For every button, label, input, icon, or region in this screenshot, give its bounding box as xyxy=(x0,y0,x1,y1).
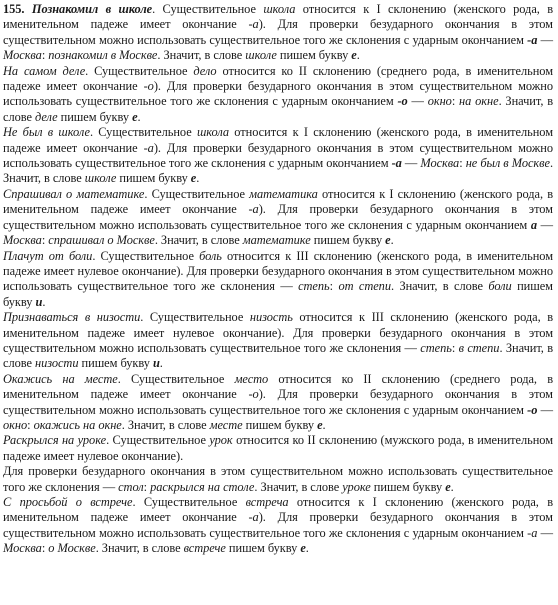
text-segment: : xyxy=(459,156,466,171)
text-segment: познакомил в Москве xyxy=(48,48,158,63)
text-segment: ). Для проверки безударного окончания в этом существительном можно использовать существительное того же склонения с ударным окончанием xyxy=(3,79,554,109)
text-segment: е xyxy=(351,48,357,63)
paragraph-heading: Не был в школе xyxy=(3,125,90,140)
paragraph-heading: Спрашивал о математике xyxy=(3,186,145,201)
text-segment: относится к III склонению (женского рода, в именительном падеже имеет нулевое окончание). Для проверки безударного окончания в этом существительном можно использовать существительное того же склонения — xyxy=(3,310,554,355)
text-segment: . Существительное xyxy=(85,63,194,78)
text-segment: Москва xyxy=(3,48,42,63)
text-segment: и xyxy=(152,356,160,371)
text-segment: . xyxy=(137,109,141,124)
text-segment: степь xyxy=(298,279,330,294)
text-segment: ). Для проверки безударного окончания в этом существительном можно использовать существительное того же склонения с ударным окончанием xyxy=(3,387,553,417)
text-segment: низости xyxy=(34,356,79,371)
text-segment: е xyxy=(445,479,451,494)
text-segment: окно xyxy=(3,417,28,432)
text-segment: школа xyxy=(196,125,230,140)
text-segment: Москва xyxy=(3,541,42,556)
text-segment: -о xyxy=(143,79,154,94)
text-segment: степь xyxy=(420,340,452,355)
text-segment: -о xyxy=(527,402,538,417)
text-segment: окно xyxy=(427,94,452,109)
text-segment: е xyxy=(385,233,391,248)
text-segment: о Москве xyxy=(48,541,96,556)
paragraph xyxy=(3,372,553,434)
text-segment: . xyxy=(305,541,309,556)
text-segment: пишем букву xyxy=(276,48,352,63)
text-segment: встреча xyxy=(245,495,289,509)
text-segment: уроке xyxy=(342,479,371,494)
text-segment: . Существительное xyxy=(106,433,210,448)
paragraph-heading: Раскрылся на уроке xyxy=(3,433,107,448)
text-segment: : xyxy=(41,233,49,248)
text-segment: : xyxy=(451,94,460,109)
text-segment: математика xyxy=(249,186,318,201)
text-segment: е xyxy=(190,171,197,186)
text-segment: стол xyxy=(118,479,144,494)
paragraph xyxy=(3,125,553,187)
text-segment: пишем букву xyxy=(3,279,553,309)
text-segment: . Значит, в слове xyxy=(390,279,489,294)
text-segment: . Существительное xyxy=(152,2,264,16)
text-segment: . xyxy=(450,479,454,494)
text-segment: -о xyxy=(248,387,259,402)
text-segment: . Значит, в слове xyxy=(3,94,553,124)
text-segment: место xyxy=(234,371,269,386)
text-segment: ). Для проверки безударного окончания в этом существительном можно использовать существительное того же склонения с ударным окончанием xyxy=(3,202,553,232)
text-segment: относится ко II склонению (среднего рода, в именительном падеже имеет окончание xyxy=(3,371,553,402)
text-segment: . Существительное xyxy=(144,186,250,201)
text-segment: — xyxy=(407,94,428,109)
text-segment: е xyxy=(132,109,138,124)
text-segment: пишем букву xyxy=(225,541,301,556)
text-segment: пишем букву xyxy=(78,356,153,371)
text-segment: школе xyxy=(245,48,277,63)
text-segment: ). Для проверки безударного окончания в этом существительном можно использовать существительное того же склонения с ударным окончанием xyxy=(3,17,553,47)
paragraph xyxy=(3,464,553,495)
text-segment: . Значит, в слове xyxy=(3,340,553,371)
text-segment: дело xyxy=(193,63,217,78)
text-segment: раскрылся на столе xyxy=(150,479,255,494)
text-segment: -а xyxy=(248,510,259,525)
text-segment: : xyxy=(143,479,151,494)
paragraph-heading: Признаваться в низости xyxy=(3,310,141,325)
paragraph-heading: Окажись на месте xyxy=(3,371,118,386)
text-segment: -о xyxy=(397,94,408,109)
text-segment: на окне xyxy=(459,94,499,109)
exercise-number: 155. xyxy=(3,2,25,16)
text-segment: . xyxy=(42,294,46,309)
text-segment: относится ко II склонению (мужского рода, в именительном падеже имеет нулевое окончание). xyxy=(3,433,554,463)
text-segment: а xyxy=(530,217,538,232)
text-segment: -а xyxy=(527,525,538,540)
text-segment: от степи xyxy=(338,279,391,294)
text-segment: месте xyxy=(209,417,243,432)
text-segment: относится к I склонению (женского рода, в именительном падеже имеет окончание xyxy=(3,2,553,32)
text-segment: пишем букву xyxy=(57,109,133,124)
text-segment: : xyxy=(329,279,339,294)
text-segment: -а xyxy=(143,140,154,155)
paragraph xyxy=(3,187,553,249)
text-segment: е xyxy=(317,417,323,432)
text-segment: е xyxy=(300,541,306,556)
text-segment: окажись на окне xyxy=(33,417,122,432)
text-segment: . Существительное xyxy=(89,125,197,140)
text-segment: ). Для проверки безударного окончания в этом существительном можно использовать существительное того же склонения с ударным окончанием xyxy=(3,140,554,171)
text-segment: : xyxy=(451,340,459,355)
text-segment: : xyxy=(41,48,49,63)
text-segment: и xyxy=(35,294,43,309)
paragraph xyxy=(3,64,553,126)
text-segment: . Значит, в слове xyxy=(254,479,343,494)
text-segment: пишем букву xyxy=(370,479,446,494)
text-segment: . Значит, в слове xyxy=(121,417,210,432)
text-segment: относится к I склонению (женского рода, в именительном падеже имеет окончание xyxy=(3,186,554,217)
paragraph xyxy=(3,433,553,464)
text-segment: . Существительное xyxy=(132,495,246,509)
text-segment: -а xyxy=(391,156,402,171)
text-segment: . Существительное xyxy=(140,310,250,325)
text-segment: низость xyxy=(249,310,293,325)
paragraph-heading: С просьбой о встрече xyxy=(3,495,133,509)
text-segment: спрашивал о Москве xyxy=(48,233,155,248)
paragraph-heading: Плачут от боли xyxy=(3,248,93,263)
text-segment: : xyxy=(41,541,49,556)
paragraph-heading: Для проверки безударного окончания в этом существительном можно использовать существительное того же склонения — xyxy=(3,464,553,494)
text-segment: -а xyxy=(527,32,538,47)
text-segment: Москва xyxy=(420,156,460,171)
text-segment: относится ко II склонению (среднего рода, в именительном падеже имеет окончание xyxy=(3,63,553,94)
text-segment: не был в Москве xyxy=(465,156,550,171)
text-segment: . Значит, в слове xyxy=(95,541,184,556)
paragraph xyxy=(3,249,553,311)
text-segment: встрече xyxy=(183,541,226,556)
text-segment: . Значит, в слове xyxy=(154,233,243,248)
text-segment: . Значит, в слове xyxy=(3,156,553,186)
paragraph xyxy=(3,2,553,64)
text-segment: — xyxy=(537,525,554,540)
exercise-155-text xyxy=(3,2,553,557)
text-segment: деле xyxy=(34,109,58,124)
text-segment: — xyxy=(537,402,554,417)
text-segment: . xyxy=(159,356,163,371)
paragraph-heading: На самом деле xyxy=(3,63,86,78)
paragraph-heading: Познакомил в школе xyxy=(31,2,153,16)
text-segment: урок xyxy=(209,433,233,448)
text-segment: пишем букву xyxy=(242,417,318,432)
text-segment: математике xyxy=(242,233,311,248)
text-segment: . xyxy=(356,48,360,63)
exercise-document xyxy=(3,2,553,557)
text-segment: ). Для проверки безударного окончания в этом существительном можно использовать существительное того же склонения с ударным окончанием xyxy=(3,510,553,540)
text-segment: -а xyxy=(248,17,259,32)
paragraph xyxy=(3,310,553,372)
text-segment: боль xyxy=(199,248,222,263)
text-segment: пишем букву xyxy=(310,233,386,248)
text-segment: школе xyxy=(84,171,117,186)
text-segment: — xyxy=(537,32,554,47)
text-segment: : xyxy=(27,417,34,432)
text-segment: -а xyxy=(248,202,259,217)
text-segment: относится к III склонению (женского рода, в именительном падеже имеет нулевое окончание). Для проверки безударного окончания в этом существительном можно использовать существительное того же склонения — xyxy=(3,248,554,294)
text-segment: Москва xyxy=(3,233,42,248)
text-segment: . Существительное xyxy=(117,371,235,386)
paragraph xyxy=(3,495,553,557)
text-segment: . xyxy=(322,417,326,432)
text-segment: относится к I склонению (женского рода, в именительном падеже имеет окончание xyxy=(3,125,554,155)
text-segment: . xyxy=(196,171,200,186)
text-segment: в степи xyxy=(458,340,500,355)
text-segment: пишем букву xyxy=(116,171,191,186)
text-segment: школа xyxy=(263,2,296,16)
text-segment: . Существительное xyxy=(92,248,200,263)
text-segment: . Значит, в слове xyxy=(157,48,246,63)
text-segment: . xyxy=(390,233,394,248)
text-segment: — xyxy=(537,217,554,232)
text-segment: — xyxy=(401,156,421,171)
text-segment: боли xyxy=(488,279,512,294)
text-segment: относится к I склонению (женского рода, в именительном падеже имеет окончание xyxy=(3,495,554,525)
